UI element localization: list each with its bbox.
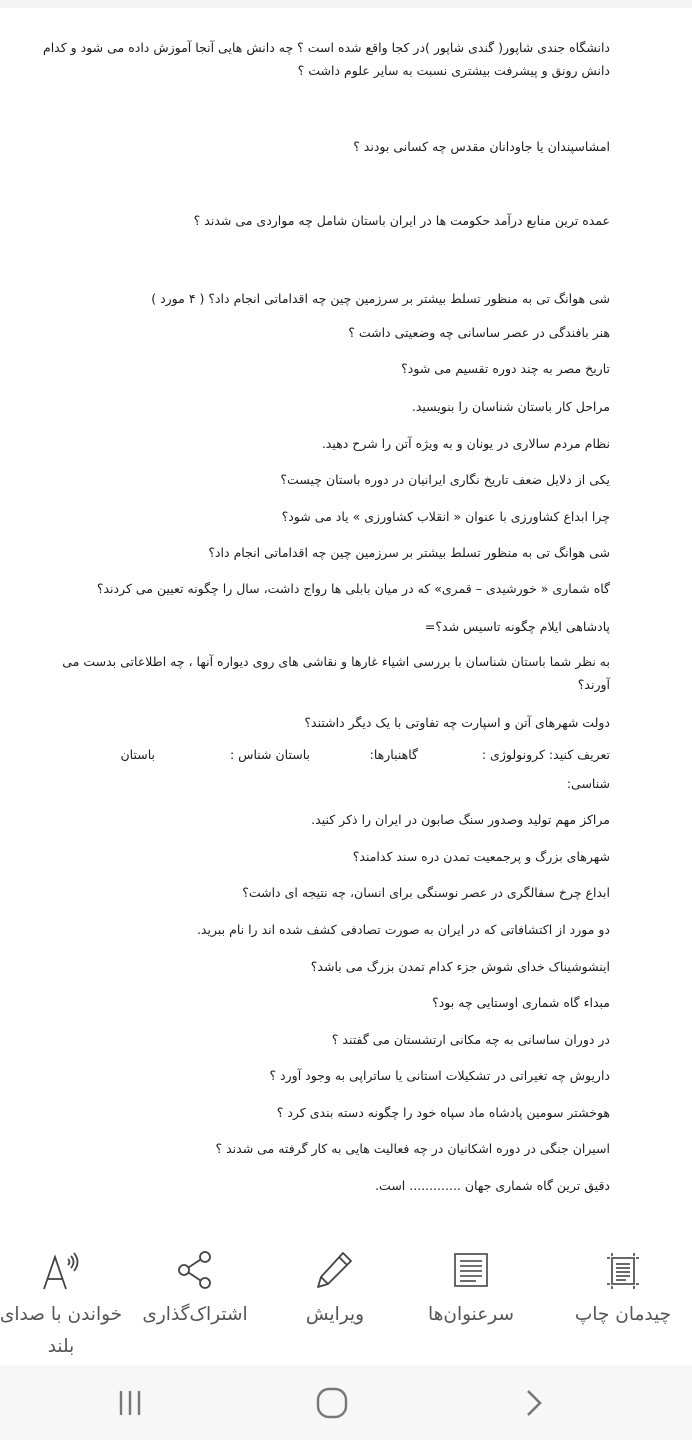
question-19: دو مورد از اکتشافاتی که در ایران به صورت تصادفی کشف شده اند را نام ببرید. xyxy=(196,922,610,937)
question-22: در دوران ساسانی به چه مکانی ارتشستان می گفتند ؟ xyxy=(331,1032,610,1047)
edit-button[interactable] xyxy=(266,1215,404,1365)
document-bottom-edge xyxy=(0,1205,692,1215)
question-1: دانشگاه جندی شاپور( گندی شاپور )در کجا واقع شده است ؟ چه دانش هایی آنجا آموزش داده می شود و کدام دانش رونق و پیشرفت بیشتری نسبت به سایر علوم داشت ؟ xyxy=(42,40,610,78)
read-aloud-label: خواندن با صدای بلند xyxy=(0,1304,123,1357)
question-21: مبداء گاه شماری اوستایی چه بود؟ xyxy=(432,995,610,1010)
definition-row xyxy=(30,747,610,770)
share-label: اشتراک‌گذاری xyxy=(142,1304,248,1325)
question-23: داریوش چه تغیراتی در تشکیلات استانی یا ساتراپی به وجود آورد ؟ xyxy=(269,1068,610,1083)
question-15: دولت شهرهای آتن و اسپارت چه تفاوتی با یک دیگر داشتند؟ xyxy=(304,715,610,730)
question-3: عمده ترین منابع درآمد حکومت ها در ایران باستان شامل چه مواردی می شدند ؟ xyxy=(193,213,610,228)
headings-label: سرعنوان‌ها xyxy=(427,1304,514,1325)
question-7: مراحل کار باستان شناسان را بنویسید. xyxy=(411,399,610,414)
definition-term-archaeology: باستان xyxy=(120,747,155,762)
print-layout-icon xyxy=(598,1245,648,1295)
question-20: اینشوشیناک خدای شوش جزء کدام تمدن بزرگ می باشد؟ xyxy=(310,959,610,974)
question-11: شی هوانگ تی به منظور تسلط بیشتر بر سرزمین چین چه اقداماتی انجام داد؟ xyxy=(208,545,610,560)
share-icon xyxy=(170,1245,220,1295)
print-layout-button[interactable] xyxy=(554,1215,692,1365)
recent-apps-icon[interactable] xyxy=(100,1383,160,1423)
edit-label: ویرایش xyxy=(305,1304,365,1325)
home-icon[interactable] xyxy=(302,1383,362,1423)
bottom-toolbar xyxy=(0,1215,692,1365)
definition-prefix: تعریف کنید: کرونولوژی : xyxy=(481,747,610,762)
question-25: اسیران جنگی در دوره اشکانیان در چه فعالیت هایی به کار گرفته می شدند ؟ xyxy=(215,1141,610,1156)
definition-continuation: شناسی: xyxy=(566,776,610,791)
headings-icon xyxy=(446,1245,496,1295)
question-6: تاریخ مصر به چند دوره تقسیم می شود؟ xyxy=(401,361,610,376)
question-9: یکی از دلایل ضعف تاریخ نگاری ایرانیان در دوره باستان چیست؟ xyxy=(280,472,610,487)
question-2: امشاسپندان یا جاودانان مقدس چه کسانی بودند ؟ xyxy=(353,139,610,154)
system-navigation-bar xyxy=(0,1365,692,1440)
question-26: دقیق ترین گاه شماری جهان ............. است. xyxy=(375,1178,610,1193)
back-icon[interactable] xyxy=(503,1383,563,1423)
question-18: ابداع چرخ سفالگری در عصر نوسنگی برای انسان، چه نتیجه ای داشت؟ xyxy=(242,885,610,900)
question-10: چرا ابداع کشاورزی با عنوان « انقلاب کشاورزی » یاد می شود؟ xyxy=(281,509,610,524)
question-13: پادشاهی ایلام چگونه تاسیس شد؟= xyxy=(424,619,610,634)
print-layout-label: چیدمان چاپ xyxy=(574,1304,672,1325)
share-button[interactable] xyxy=(126,1215,264,1365)
question-24: هوخشتر سومین پادشاه ماد سپاه خود را چگونه دسته بندی کرد ؟ xyxy=(276,1105,610,1120)
question-5: هنر بافندگی در عصر ساسانی چه وضعیتی داشت ؟ xyxy=(348,325,610,340)
read-aloud-icon xyxy=(36,1245,86,1295)
question-17: شهرهای بزرگ و پرجمعیت تمدن دره سند کدامند؟ xyxy=(352,849,610,864)
pencil-icon xyxy=(310,1245,360,1295)
question-4: شی هوانگ تی به منظور تسلط بیشتر بر سرزمین چین چه اقداماتی انجام داد؟ ( ۴ مورد ) xyxy=(151,291,610,306)
definition-term-archaeologist: باستان شناس : xyxy=(230,747,310,762)
read-aloud-button[interactable] xyxy=(0,1215,130,1365)
headings-button[interactable] xyxy=(402,1215,540,1365)
question-12: گاه شماری « خورشیدی – قمری» که در میان بابلی ها رواج داشت، سال را چگونه تعیین می کردند؟ xyxy=(96,581,610,596)
question-14: به نظر شما باستان شناسان با بررسی اشیاء غارها و نقاشی های روی دیواره آنها ، چه اطلاعاتی بدست می آورند؟ xyxy=(62,654,610,692)
definition-term-gahanbar: گاهنبارها: xyxy=(369,747,418,762)
question-16: مراکز مهم تولید وصدور سنگ صابون در ایران را ذکر کنید. xyxy=(311,812,610,827)
question-8: نظام مردم سالاری در یونان و به ویژه آتن را شرح دهید. xyxy=(321,436,610,451)
